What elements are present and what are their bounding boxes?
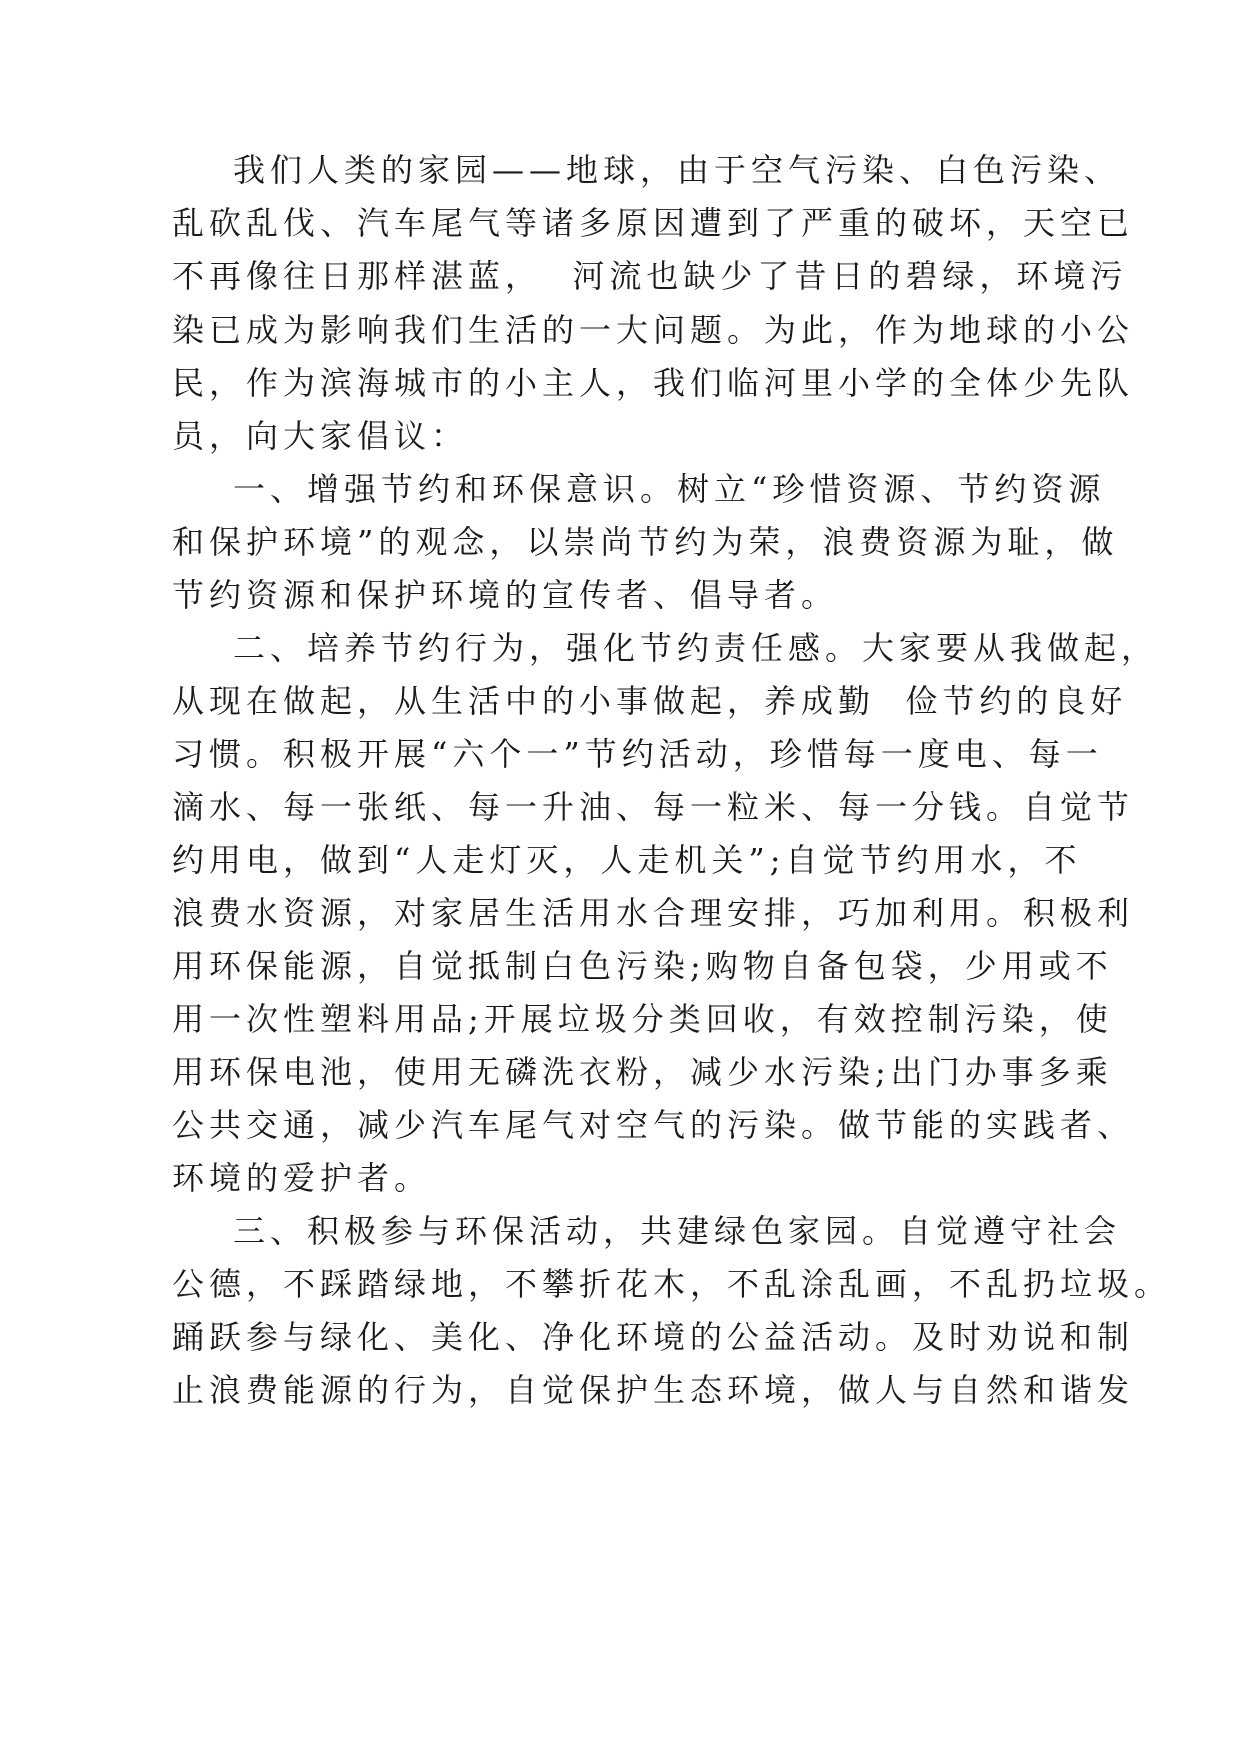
paragraph-3-line-10: 公共交通，减少汽车尾气对空气的污染。做节能的实践者、 bbox=[172, 1106, 1135, 1144]
paragraph-3-line-6: 浪费水资源，对家居生活用水合理安排，巧加利用。积极利 bbox=[172, 894, 1135, 932]
paragraph-2-line-2: 和保护环境”的观念，以崇尚节约为荣，浪费资源为耻，做 bbox=[172, 523, 1119, 561]
paragraph-4-line-1: 三、积极参与环保活动，共建绿色家园。自觉遵守社会 bbox=[233, 1212, 1122, 1250]
paragraph-3-line-11: 环境的爱护者。 bbox=[172, 1159, 432, 1197]
paragraph-4-line-2: 公德，不踩踏绿地，不攀折花木，不乱涂乱画，不乱扔垃圾。 bbox=[172, 1265, 1172, 1303]
paragraph-3-line-7: 用环保能源，自觉抵制白色污染;购物自备包袋，少用或不 bbox=[172, 947, 1113, 985]
paragraph-1-line-6: 员，向大家倡议： bbox=[172, 417, 469, 455]
paragraph-4-line-4: 止浪费能源的行为，自觉保护生态环境，做人与自然和谐发 bbox=[172, 1371, 1135, 1409]
paragraph-1-line-1: 我们人类的家园——地球，由于空气污染、白色污染、 bbox=[233, 151, 1122, 189]
paragraph-3-line-3: 习惯。积极开展“六个一”节约活动，珍惜每一度电、每一 bbox=[172, 735, 1103, 773]
paragraph-3-line-2: 从现在做起，从生活中的小事做起，养成勤 俭节约的良好 bbox=[172, 682, 1128, 720]
paragraph-1-line-4: 染已成为影响我们生活的一大问题。为此，作为地球的小公 bbox=[172, 311, 1135, 349]
paragraph-3-line-5: 约用电，做到“人走灯灭，人走机关”;自觉节约用水，不 bbox=[172, 841, 1082, 879]
paragraph-4-line-3: 踊跃参与绿化、美化、净化环境的公益活动。及时劝说和制 bbox=[172, 1318, 1135, 1356]
paragraph-2-line-1: 一、增强节约和环保意识。树立“珍惜资源、节约资源 bbox=[233, 470, 1106, 508]
paragraph-1-line-2: 乱砍乱伐、汽车尾气等诸多原因遭到了严重的破坏，天空已 bbox=[172, 204, 1135, 242]
paragraph-3-line-4: 滴水、每一张纸、每一升油、每一粒米、每一分钱。自觉节 bbox=[172, 788, 1135, 826]
paragraph-2-line-3: 节约资源和保护环境的宣传者、倡导者。 bbox=[172, 576, 839, 614]
paragraph-1-line-5: 民，作为滨海城市的小主人，我们临河里小学的全体少先队 bbox=[172, 364, 1135, 402]
paragraph-1-line-3: 不再像往日那样湛蓝， 河流也缺少了昔日的碧绿，环境污 bbox=[172, 257, 1128, 295]
paragraph-3-line-8: 用一次性塑料用品;开展垃圾分类回收，有效控制污染，使 bbox=[172, 1000, 1113, 1038]
paragraph-3-line-1: 二、培养节约行为，强化节约责任感。大家要从我做起， bbox=[233, 629, 1159, 667]
paragraph-3-line-9: 用环保电池，使用无磷洗衣粉，减少水污染;出门办事多乘 bbox=[172, 1053, 1113, 1091]
